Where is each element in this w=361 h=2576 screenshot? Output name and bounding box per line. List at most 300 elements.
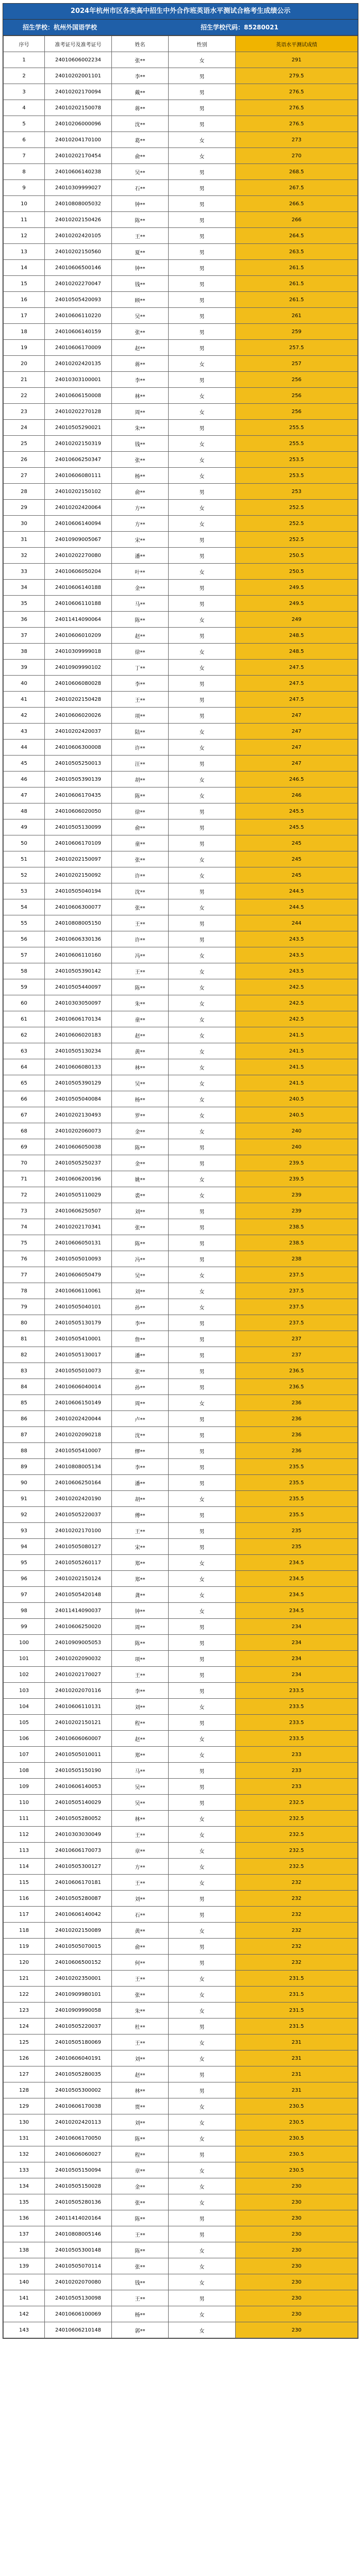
cell-index: 31 [4, 532, 45, 548]
cell-score: 245 [236, 851, 358, 867]
cell-exam-id: 24010606080111 [45, 468, 112, 484]
cell-gender: 女 [169, 2162, 236, 2178]
cell-gender: 女 [169, 1811, 236, 1827]
cell-exam-id: 24010505280035 [45, 2066, 112, 2082]
cell-gender: 女 [169, 1571, 236, 1587]
cell-gender: 男 [169, 1795, 236, 1811]
cell-exam-id: 24010202270080 [45, 548, 112, 564]
table-row [4, 52, 358, 68]
cell-gender: 男 [169, 835, 236, 851]
cell-exam-id: 24010505390129 [45, 1075, 112, 1091]
cell-name: 郭** [112, 2322, 169, 2338]
cell-exam-id: 24010505040084 [45, 1091, 112, 1107]
table-row [4, 292, 358, 308]
cell-name: 孙** [112, 1379, 169, 1395]
cell-name: 吴** [112, 1075, 169, 1091]
cell-gender: 女 [169, 564, 236, 580]
cell-score: 255.5 [236, 436, 358, 452]
cell-score: 238.5 [236, 1235, 358, 1251]
cell-index: 27 [4, 468, 45, 484]
table-row [4, 1187, 358, 1203]
cell-score: 240.5 [236, 1091, 358, 1107]
table-row [4, 1715, 358, 1731]
cell-exam-id: 24010606020050 [45, 803, 112, 819]
cell-index: 93 [4, 1523, 45, 1539]
cell-index: 42 [4, 708, 45, 724]
cell-exam-id: 24010505110029 [45, 1187, 112, 1203]
cell-index: 46 [4, 772, 45, 787]
cell-name: 丁** [112, 660, 169, 676]
cell-index: 77 [4, 1267, 45, 1283]
cell-gender: 女 [169, 2114, 236, 2130]
cell-name: 沈** [112, 1427, 169, 1443]
table-row [4, 1075, 358, 1091]
cell-exam-id: 24010202420113 [45, 2114, 112, 2130]
cell-score: 248.5 [236, 628, 358, 644]
cell-index: 105 [4, 1715, 45, 1731]
table-row [4, 100, 358, 116]
cell-exam-id: 24010606020183 [45, 1027, 112, 1043]
cell-index: 23 [4, 404, 45, 420]
cell-exam-id: 24010202150089 [45, 1923, 112, 1939]
cell-name: 陈** [112, 1235, 169, 1251]
cell-name: 马** [112, 1763, 169, 1779]
table-row [4, 132, 358, 148]
cell-exam-id: 24010606100069 [45, 2306, 112, 2322]
cell-score: 232 [236, 1891, 358, 1907]
table-row [4, 2098, 358, 2114]
cell-name: 张** [112, 52, 169, 68]
cell-score: 245 [236, 867, 358, 883]
cell-gender: 男 [169, 228, 236, 244]
cell-index: 68 [4, 1123, 45, 1139]
cell-gender: 女 [169, 52, 236, 68]
cell-score: 231.5 [236, 1971, 358, 1987]
cell-gender: 女 [169, 1107, 236, 1123]
cell-score: 276.5 [236, 116, 358, 132]
cell-exam-id: 24010606040191 [45, 2050, 112, 2066]
cell-gender: 男 [169, 692, 236, 708]
cell-gender: 男 [169, 324, 236, 340]
table-row [4, 1923, 358, 1939]
cell-index: 8 [4, 164, 45, 180]
table-row [4, 2258, 358, 2274]
cell-name: 陆** [112, 724, 169, 740]
cell-score: 256 [236, 372, 358, 388]
cell-score: 245 [236, 835, 358, 851]
cell-name: 宋** [112, 1539, 169, 1555]
cell-score: 247 [236, 740, 358, 756]
cell-name: 钱** [112, 276, 169, 292]
cell-exam-id: 24010505130098 [45, 2290, 112, 2306]
cell-exam-id: 24011414020164 [45, 2210, 112, 2226]
cell-score: 252.5 [236, 516, 358, 532]
cell-score: 259 [236, 324, 358, 340]
cell-gender: 女 [169, 1059, 236, 1075]
cell-name: 钟** [112, 1603, 169, 1619]
cell-gender: 男 [169, 708, 236, 724]
cell-name: 李** [112, 372, 169, 388]
table-row [4, 963, 358, 979]
cell-name: 朱** [112, 2003, 169, 2019]
cell-gender: 女 [169, 1923, 236, 1939]
cell-index: 47 [4, 787, 45, 803]
school-name-label: 招生学校：杭州外国语学校 [23, 24, 97, 31]
cell-index: 37 [4, 628, 45, 644]
cell-exam-id: 24010202070116 [45, 1683, 112, 1699]
cell-exam-id: 24010202420190 [45, 1491, 112, 1507]
cell-exam-id: 24010202150121 [45, 1715, 112, 1731]
cell-exam-id: 24010202170341 [45, 1219, 112, 1235]
cell-name: 龚** [112, 1587, 169, 1603]
cell-exam-id: 24010303030049 [45, 1827, 112, 1843]
cell-gender: 男 [169, 212, 236, 228]
cell-score: 232.5 [236, 1811, 358, 1827]
cell-exam-id: 24010606002234 [45, 52, 112, 68]
cell-gender: 女 [169, 1731, 236, 1747]
table-row [4, 2306, 358, 2322]
cell-gender: 男 [169, 819, 236, 835]
cell-exam-id: 24010202170094 [45, 84, 112, 100]
cell-gender: 女 [169, 1491, 236, 1507]
cell-score: 230.5 [236, 2098, 358, 2114]
cell-name: 王** [112, 2226, 169, 2242]
cell-score: 230 [236, 2306, 358, 2322]
cell-exam-id: 24010606170435 [45, 787, 112, 803]
cell-score: 232.5 [236, 1843, 358, 1859]
cell-index: 62 [4, 1027, 45, 1043]
cell-index: 114 [4, 1859, 45, 1875]
cell-score: 232.5 [236, 1795, 358, 1811]
cell-name: 陈** [112, 2210, 169, 2226]
cell-gender: 女 [169, 516, 236, 532]
cell-gender: 男 [169, 116, 236, 132]
cell-gender: 男 [169, 2226, 236, 2242]
cell-score: 237.5 [236, 1315, 358, 1331]
cell-exam-id: 24010505150190 [45, 1763, 112, 1779]
table-row [4, 276, 358, 292]
cell-exam-id: 24010505180069 [45, 2034, 112, 2050]
cell-gender: 女 [169, 1283, 236, 1299]
table-row [4, 1827, 358, 1843]
cell-score: 263.5 [236, 244, 358, 260]
cell-name: 许** [112, 740, 169, 756]
cell-gender: 男 [169, 2019, 236, 2034]
table-row [4, 84, 358, 100]
cell-exam-id: 24010606110160 [45, 947, 112, 963]
cell-name: 王** [112, 1667, 169, 1683]
cell-exam-id: 24010202420044 [45, 1411, 112, 1427]
table-row [4, 420, 358, 436]
cell-exam-id: 24010606060027 [45, 2146, 112, 2162]
cell-exam-id: 24010606110131 [45, 1699, 112, 1715]
cell-exam-id: 24010505290021 [45, 420, 112, 436]
cell-exam-id: 24010303050097 [45, 995, 112, 1011]
cell-name: 陈** [112, 2130, 169, 2146]
cell-name: 姚** [112, 1171, 169, 1187]
cell-exam-id: 24010309999018 [45, 644, 112, 660]
cell-index: 79 [4, 1299, 45, 1315]
table-row [4, 2019, 358, 2034]
cell-gender: 男 [169, 1507, 236, 1523]
cell-name: 刘** [112, 1283, 169, 1299]
cell-name: 李** [112, 1459, 169, 1475]
cell-gender: 男 [169, 164, 236, 180]
table-row [4, 388, 358, 404]
cell-gender: 男 [169, 2082, 236, 2098]
table-row [4, 2162, 358, 2178]
cell-index: 34 [4, 580, 45, 596]
cell-score: 230 [236, 2322, 358, 2338]
cell-gender: 女 [169, 2322, 236, 2338]
cell-gender: 男 [169, 1523, 236, 1539]
table-row [4, 1955, 358, 1971]
cell-name: 李** [112, 1315, 169, 1331]
cell-gender: 男 [169, 931, 236, 947]
cell-gender: 男 [169, 1635, 236, 1651]
table-row [4, 1619, 358, 1635]
cell-gender: 男 [169, 484, 236, 500]
table-row [4, 1443, 358, 1459]
cell-name: 王** [112, 1971, 169, 1987]
cell-gender: 女 [169, 404, 236, 420]
cell-score: 291 [236, 52, 358, 68]
cell-name: 朱** [112, 995, 169, 1011]
cell-gender: 女 [169, 1827, 236, 1843]
cell-name: 潘** [112, 548, 169, 564]
cell-exam-id: 24010202420064 [45, 500, 112, 516]
cell-index: 45 [4, 756, 45, 772]
cell-gender: 女 [169, 2306, 236, 2322]
table-row [4, 1107, 358, 1123]
cell-score: 246.5 [236, 772, 358, 787]
cell-exam-id: 24010606040014 [45, 1379, 112, 1395]
table-row [4, 1571, 358, 1587]
cell-gender: 男 [169, 1139, 236, 1155]
cell-gender: 女 [169, 1171, 236, 1187]
cell-score: 238 [236, 1251, 358, 1267]
cell-index: 13 [4, 244, 45, 260]
cell-exam-id: 24010204170100 [45, 132, 112, 148]
table-row [4, 2130, 358, 2146]
cell-name: 王** [112, 2290, 169, 2306]
cell-name: 夏** [112, 244, 169, 260]
cell-name: 马** [112, 596, 169, 612]
cell-index: 74 [4, 1219, 45, 1235]
table-row [4, 212, 358, 228]
table-row [4, 2226, 358, 2242]
cell-name: 沈** [112, 883, 169, 899]
cell-index: 107 [4, 1747, 45, 1763]
cell-gender: 女 [169, 2034, 236, 2050]
cell-index: 59 [4, 979, 45, 995]
cell-score: 231 [236, 2082, 358, 2098]
cell-exam-id: 24010606500146 [45, 260, 112, 276]
cell-exam-id: 24010606140053 [45, 1779, 112, 1795]
cell-index: 94 [4, 1539, 45, 1555]
cell-name: 林** [112, 1811, 169, 1827]
cell-name: 俞** [112, 148, 169, 164]
cell-score: 234 [236, 1619, 358, 1635]
cell-name: 王** [112, 228, 169, 244]
cell-name: 杨** [112, 1091, 169, 1107]
table-row [4, 756, 358, 772]
table-row [4, 835, 358, 851]
cell-name: 张** [112, 324, 169, 340]
cell-score: 253.5 [236, 468, 358, 484]
cell-gender: 女 [169, 1603, 236, 1619]
cell-index: 111 [4, 1811, 45, 1827]
cell-gender: 男 [169, 580, 236, 596]
cell-score: 244 [236, 915, 358, 931]
cell-exam-id: 24010206000096 [45, 116, 112, 132]
cell-name: 金** [112, 1123, 169, 1139]
cell-name: 王** [112, 692, 169, 708]
cell-exam-id: 24010505250237 [45, 1155, 112, 1171]
cell-name: 张** [112, 851, 169, 867]
cell-score: 232.5 [236, 1827, 358, 1843]
cell-name: 罗** [112, 1107, 169, 1123]
cell-name: 潘** [112, 1475, 169, 1491]
cell-exam-id: 24010505300127 [45, 1859, 112, 1875]
cell-index: 70 [4, 1155, 45, 1171]
cell-exam-id: 24010606170073 [45, 1843, 112, 1859]
cell-score: 270 [236, 148, 358, 164]
cell-name: 俞** [112, 484, 169, 500]
table-row [4, 1907, 358, 1923]
cell-exam-id: 24010202150097 [45, 851, 112, 867]
cell-score: 245.5 [236, 819, 358, 835]
cell-index: 109 [4, 1779, 45, 1795]
cell-score: 276.5 [236, 100, 358, 116]
cell-index: 126 [4, 2050, 45, 2066]
cell-index: 25 [4, 436, 45, 452]
cell-name: 金** [112, 2178, 169, 2194]
cell-gender: 女 [169, 2194, 236, 2210]
score-table [3, 36, 358, 2338]
table-row [4, 196, 358, 212]
cell-exam-id: 24010505440097 [45, 979, 112, 995]
table-row [4, 1539, 358, 1555]
cell-gender: 男 [169, 596, 236, 612]
cell-index: 72 [4, 1187, 45, 1203]
cell-gender: 男 [169, 1891, 236, 1907]
table-row [4, 1203, 358, 1219]
cell-score: 233.5 [236, 1683, 358, 1699]
cell-score: 247.5 [236, 676, 358, 692]
cell-index: 142 [4, 2306, 45, 2322]
cell-gender: 男 [169, 84, 236, 100]
cell-score: 248.5 [236, 644, 358, 660]
cell-name: 徐** [112, 644, 169, 660]
cell-exam-id: 24010202130493 [45, 1107, 112, 1123]
cell-exam-id: 24010202150078 [45, 100, 112, 116]
cell-exam-id: 24010202001101 [45, 68, 112, 84]
table-row [4, 612, 358, 628]
table-row [4, 1763, 358, 1779]
cell-score: 230.5 [236, 2130, 358, 2146]
cell-score: 256 [236, 388, 358, 404]
cell-gender: 女 [169, 148, 236, 164]
cell-name: 俞** [112, 819, 169, 835]
table-row [4, 1155, 358, 1171]
cell-name: 钟** [112, 196, 169, 212]
table-row [4, 1299, 358, 1315]
cell-gender: 男 [169, 1459, 236, 1475]
cell-index: 2 [4, 68, 45, 84]
cell-gender: 男 [169, 532, 236, 548]
cell-exam-id: 24010505280052 [45, 1811, 112, 1827]
cell-gender: 女 [169, 500, 236, 516]
column-header-exam-id: 准考证号及准考证号 [45, 36, 112, 52]
cell-score: 241.5 [236, 1027, 358, 1043]
table-row [4, 1011, 358, 1027]
cell-gender: 女 [169, 468, 236, 484]
cell-gender: 男 [169, 100, 236, 116]
cell-exam-id: 24010808005134 [45, 1459, 112, 1475]
cell-index: 73 [4, 1203, 45, 1219]
cell-index: 108 [4, 1763, 45, 1779]
cell-exam-id: 24010202150102 [45, 484, 112, 500]
cell-score: 235 [236, 1523, 358, 1539]
table-body [4, 52, 358, 2338]
school-code-label: 招生学校代码：85280021 [201, 24, 278, 31]
cell-name: 张** [112, 452, 169, 468]
cell-index: 28 [4, 484, 45, 500]
cell-name: 郑** [112, 1571, 169, 1587]
cell-gender: 男 [169, 1235, 236, 1251]
cell-name: 方** [112, 516, 169, 532]
table-row [4, 2178, 358, 2194]
cell-gender: 男 [169, 180, 236, 196]
cell-exam-id: 24010505410007 [45, 1443, 112, 1459]
cell-gender: 女 [169, 1971, 236, 1987]
cell-exam-id: 24010202150428 [45, 692, 112, 708]
table-row [4, 708, 358, 724]
cell-index: 131 [4, 2130, 45, 2146]
table-row [4, 1251, 358, 1267]
cell-name: 赵** [112, 628, 169, 644]
cell-name: 周** [112, 1395, 169, 1411]
cell-score: 244.5 [236, 883, 358, 899]
cell-gender: 男 [169, 1939, 236, 1955]
cell-score: 231 [236, 2066, 358, 2082]
cell-index: 32 [4, 548, 45, 564]
table-row [4, 628, 358, 644]
cell-name: 裘** [112, 1187, 169, 1203]
cell-exam-id: 24010505390139 [45, 772, 112, 787]
cell-index: 14 [4, 260, 45, 276]
cell-exam-id: 24010202070080 [45, 2274, 112, 2290]
cell-index: 17 [4, 308, 45, 324]
cell-index: 44 [4, 740, 45, 756]
cell-exam-id: 24010202090032 [45, 1651, 112, 1667]
cell-exam-id: 24010202170027 [45, 1667, 112, 1683]
cell-gender: 男 [169, 1779, 236, 1795]
cell-gender: 女 [169, 787, 236, 803]
cell-index: 137 [4, 2226, 45, 2242]
cell-exam-id: 24011414090064 [45, 612, 112, 628]
cell-gender: 女 [169, 1123, 236, 1139]
table-row [4, 2274, 358, 2290]
table-row [4, 68, 358, 84]
cell-exam-id: 24010606500152 [45, 1955, 112, 1971]
cell-index: 125 [4, 2034, 45, 2050]
cell-index: 4 [4, 100, 45, 116]
cell-index: 67 [4, 1107, 45, 1123]
table-header-row [4, 36, 358, 52]
cell-score: 230.5 [236, 2162, 358, 2178]
